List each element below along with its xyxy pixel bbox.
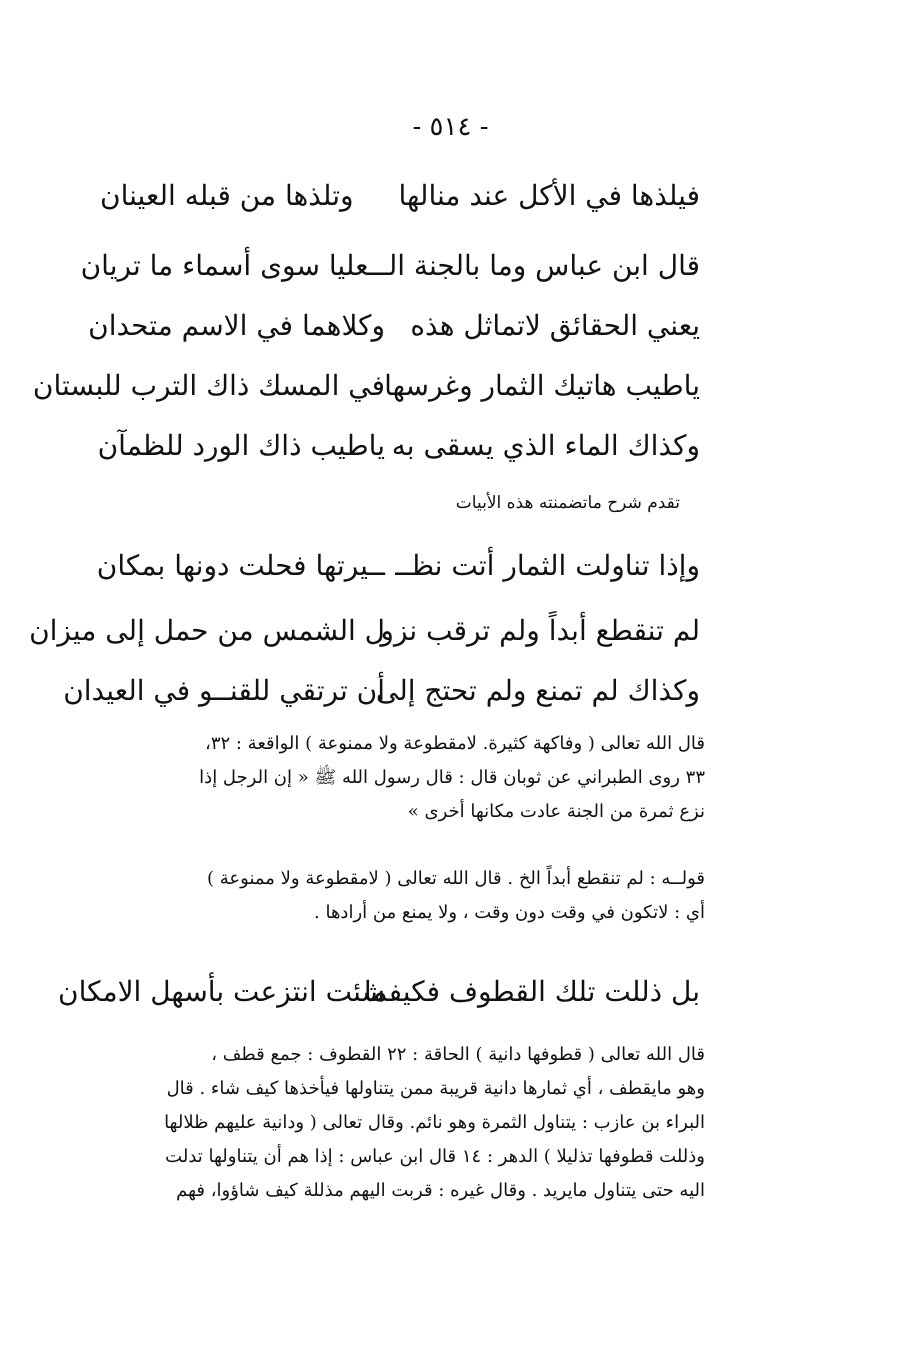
verse-line: [32, 356, 700, 416]
commentary-line: وذللت قطوفها تذليلا ) الدهر : ١٤ قال ابن عباس : إذا هم أن يتناولها تدلت: [165, 1146, 705, 1167]
commentary-block: [100, 1038, 705, 1208]
commentary-line: ٣٣ روى الطبراني عن ثوبان قال : قال رسول الله ﷺ « إن الرجل إذا: [199, 767, 705, 788]
verse-line: [80, 236, 700, 296]
verse-line: [97, 416, 700, 476]
verse-second-hemistich: أن ترتقي للقنــو في العيدان: [63, 674, 385, 707]
verse-line: [29, 601, 700, 661]
verse-line: [96, 536, 700, 596]
verse-first-hemistich: قال ابن عباس وما بالجنة الــ: [372, 249, 700, 282]
verse-line: [100, 166, 700, 226]
verse-first-hemistich: فيلذها في الأكل عند منالها: [398, 179, 700, 212]
verse-second-hemistich: في المسك ذاك الترب للبستان: [32, 369, 385, 402]
commentary-line: وهو مايقطف ، أي ثمارها دانية قريبة ممن يتناولها فيأخذها كيف شاء . قال: [166, 1078, 705, 1099]
page-number: - ٥١٤ -: [412, 112, 489, 142]
verse-first-hemistich: يعني الحقائق لاتماثل هذه: [410, 309, 700, 342]
commentary-block: [100, 862, 705, 930]
verse-first-hemistich: بل ذللت تلك القطوف فكيفما: [363, 975, 700, 1008]
commentary-line: أي : لاتكون في وقت دون وقت ، ولا يمنع من أرادها .: [314, 902, 705, 923]
verse-first-hemistich: وكذاك لم تمنع ولم تحتج إلى: [375, 674, 700, 707]
commentary-line: قولــه : لم تنقطع أبداً الخ . قال الله تعالى ( لامقطوعة ولا ممنوعة ): [207, 868, 705, 889]
verse-line: [88, 296, 700, 356]
verse-line: [58, 962, 700, 1022]
verse-second-hemistich: ــيرتها فحلت دونها بمكان: [96, 549, 385, 582]
verse-second-hemistich: ل الشمس من حمل إلى ميزان: [29, 614, 385, 647]
verse-second-hemistich: شئت انتزعت بأسهل الامكان: [58, 975, 385, 1008]
verse-second-hemistich: ياطيب ذاك الورد للظمآن: [97, 429, 385, 462]
commentary-line: قال الله تعالى ( وفاكهة كثيرة. لامقطوعة ولا ممنوعة ) الواقعة : ٣٢،: [205, 733, 705, 754]
commentary-line: قال الله تعالى ( قطوفها دانية ) الحاقة : ٢٢ القطوف : جمع قطف ،: [211, 1044, 705, 1065]
verse-first-hemistich: ياطيب هاتيك الثمار وغرسها: [384, 369, 700, 402]
verse-first-hemistich: وكذاك الماء الذي يسقى به: [391, 429, 700, 462]
commentary-block: [100, 727, 705, 829]
verse-second-hemistich: وكلاهما في الاسم متحدان: [88, 309, 385, 342]
commentary-line: البراء بن عازب : يتناول الثمرة وهو نائم. وقال تعالى ( ودانية عليهم ظلالها: [164, 1112, 705, 1133]
commentary-line: اليه حتى يتناول مايريد . وقال غيره : قربت اليهم مذللة كيف شاؤوا، فهم: [176, 1180, 705, 1201]
verse-first-hemistich: لم تنقطع أبداً ولم ترقب نزو: [380, 614, 700, 647]
verse-first-hemistich: وإذا تناولت الثمار أتت نظــ: [395, 549, 700, 582]
commentary-line: نزع ثمرة من الجنة عادت مكانها أخرى »: [407, 801, 705, 822]
verse-second-hemistich: ــعليا سوى أسماء ما تريان: [80, 249, 385, 282]
verse-second-hemistich: وتلذها من قبله العينان: [100, 179, 354, 212]
section-note: تقدم شرح ماتضمنته هذه الأبيات: [455, 493, 680, 513]
verse-line: [63, 661, 700, 721]
